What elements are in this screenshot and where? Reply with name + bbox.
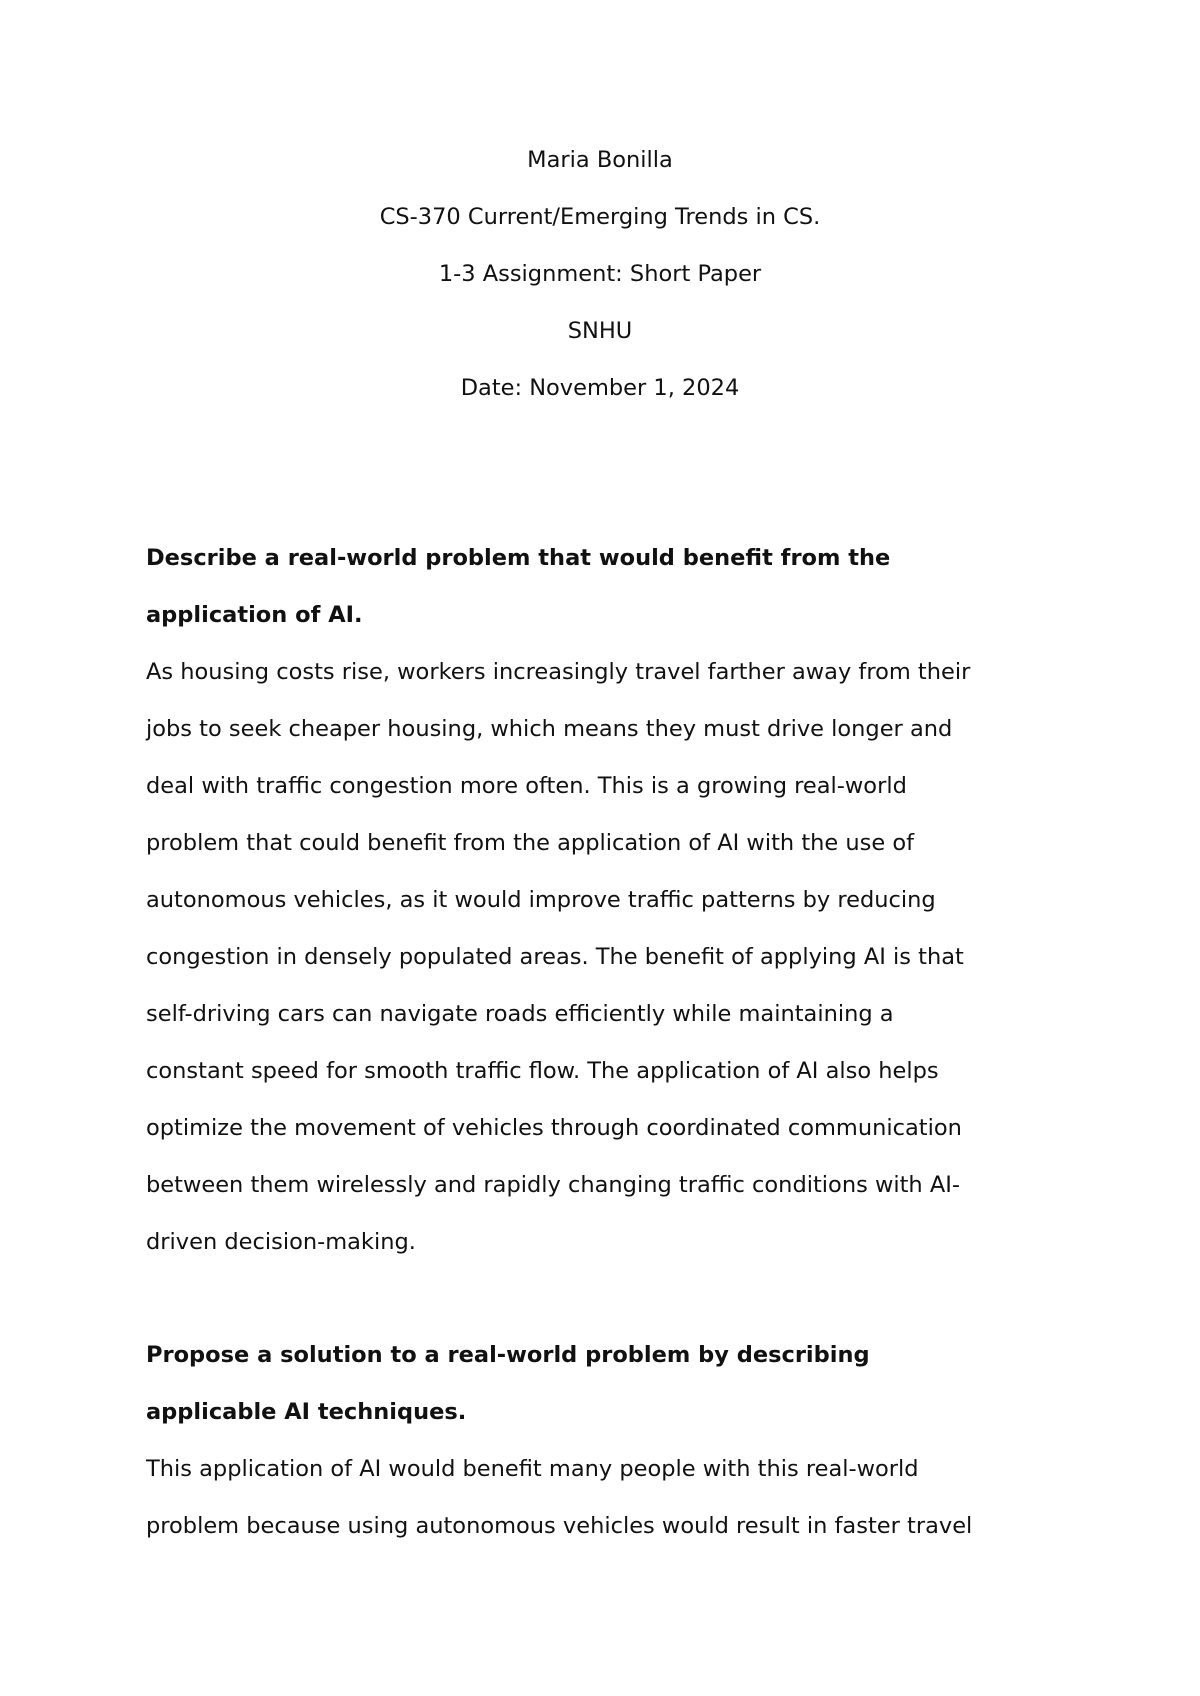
section2-heading-line: Propose a solution to a real-world problem by describing <box>146 1342 870 1368</box>
section1-heading-line: Describe a real-world problem that would benefit from the <box>146 545 891 571</box>
course-title: CS-370 Current/Emerging Trends in CS. <box>379 204 821 230</box>
section1-paragraph-line: jobs to seek cheaper housing, which means they must drive longer and <box>146 716 953 742</box>
section1-paragraph-line: deal with traffic congestion more often. This is a growing real-world <box>146 773 907 799</box>
section1-paragraph-line: between them wirelessly and rapidly changing traffic conditions with AI- <box>146 1172 960 1198</box>
section1-paragraph-line: constant speed for smooth traffic flow. The application of AI also helps <box>146 1058 939 1084</box>
section2-paragraph-line: problem because using autonomous vehicles would result in faster travel <box>146 1513 973 1539</box>
section1-paragraph-line: optimize the movement of vehicles through coordinated communication <box>146 1115 962 1141</box>
section1-paragraph-line: As housing costs rise, workers increasingly travel farther away from their <box>146 659 971 685</box>
section1-paragraph-line: congestion in densely populated areas. The benefit of applying AI is that <box>146 944 964 970</box>
section1-paragraph-line: problem that could benefit from the application of AI with the use of <box>146 830 915 856</box>
assignment-title: 1-3 Assignment: Short Paper <box>438 261 762 287</box>
section1-paragraph-line: autonomous vehicles, as it would improve traffic patterns by reducing <box>146 887 936 913</box>
author-name: Maria Bonilla <box>527 147 673 173</box>
section1-paragraph-line: driven decision-making. <box>146 1229 416 1255</box>
document-date: Date: November 1, 2024 <box>460 375 740 401</box>
section2-heading-line: applicable AI techniques. <box>146 1399 467 1425</box>
section1-paragraph-line: self-driving cars can navigate roads efficiently while maintaining a <box>146 1001 894 1027</box>
section2-paragraph-line: This application of AI would benefit many people with this real-world <box>146 1456 919 1482</box>
school-name: SNHU <box>567 318 633 344</box>
section1-heading-line: application of AI. <box>146 602 363 628</box>
